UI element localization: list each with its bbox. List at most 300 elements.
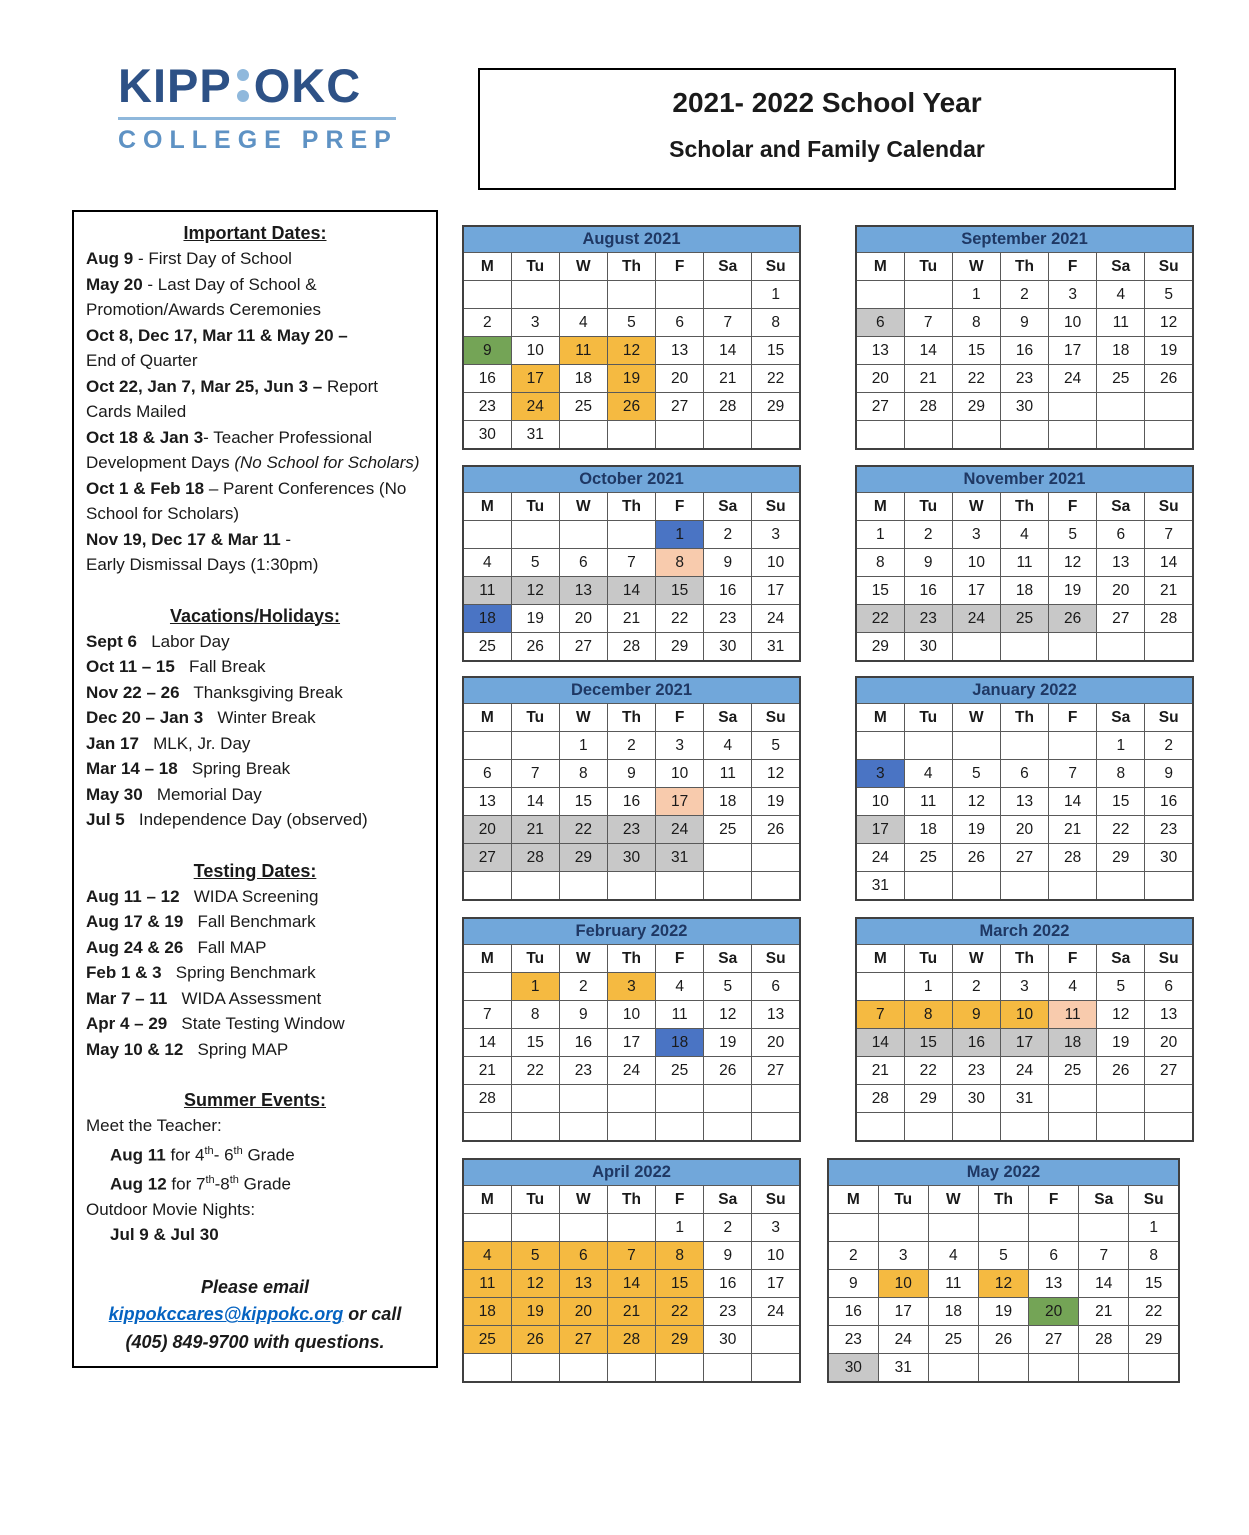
day-cell: 24: [656, 816, 704, 844]
day-cell: 17: [952, 577, 1000, 605]
empty-cell: [1000, 732, 1048, 760]
weekday-header: W: [559, 253, 607, 281]
day-cell: 22: [559, 816, 607, 844]
day-cell: 21: [607, 605, 655, 633]
day-cell: 23: [704, 1298, 752, 1326]
empty-cell: [928, 1354, 978, 1383]
calendar-december-2021: [462, 676, 801, 901]
day-cell: 3: [656, 732, 704, 760]
sidebar-line: [86, 782, 424, 808]
day-cell: 15: [656, 1270, 704, 1298]
day-cell: 30: [704, 1326, 752, 1354]
day-cell: 17: [1049, 337, 1097, 365]
weekday-header: Th: [1000, 253, 1048, 281]
text-segment: Mar 14 – 18: [86, 759, 178, 778]
day-cell: 4: [928, 1242, 978, 1270]
day-cell: 25: [463, 633, 511, 662]
empty-cell: [511, 732, 559, 760]
empty-cell: [828, 1214, 878, 1242]
day-cell: 6: [656, 309, 704, 337]
empty-cell: [952, 421, 1000, 450]
text-segment: Nov 19, Dec 17 & Mar 11: [86, 529, 281, 549]
empty-cell: [511, 521, 559, 549]
day-cell: 16: [904, 577, 952, 605]
day-cell: 19: [607, 365, 655, 393]
weekday-header: Tu: [511, 704, 559, 732]
logo-wordmark: [118, 59, 396, 112]
day-cell: 5: [1049, 521, 1097, 549]
empty-cell: [878, 1214, 928, 1242]
empty-cell: [752, 844, 800, 872]
sidebar-line: [86, 527, 424, 578]
day-cell: 2: [463, 309, 511, 337]
empty-cell: [952, 872, 1000, 901]
day-cell: 28: [607, 633, 655, 662]
text-segment: Early Dismissal Days (1:30pm): [86, 555, 319, 574]
day-cell: 15: [656, 577, 704, 605]
text-segment: th: [204, 1144, 214, 1157]
day-cell: 20: [1145, 1029, 1193, 1057]
day-cell: 5: [1097, 973, 1145, 1001]
empty-cell: [1097, 1085, 1145, 1113]
month-title: December 2021: [463, 677, 800, 704]
day-cell: 30: [704, 633, 752, 662]
day-cell: 1: [511, 973, 559, 1001]
weekday-header: Sa: [1097, 493, 1145, 521]
day-cell: 15: [559, 788, 607, 816]
day-cell: 19: [1145, 337, 1193, 365]
day-cell: 11: [1097, 309, 1145, 337]
weekday-header: Su: [1129, 1186, 1179, 1214]
day-cell: 4: [704, 732, 752, 760]
day-cell: 19: [978, 1298, 1028, 1326]
sidebar-line: [86, 272, 424, 323]
sidebar-line: [86, 935, 424, 961]
weekday-header: W: [952, 253, 1000, 281]
sidebar-line: [86, 425, 424, 476]
day-cell: 15: [1129, 1270, 1179, 1298]
empty-cell: [1097, 872, 1145, 901]
day-cell: 12: [511, 577, 559, 605]
day-cell: 23: [607, 816, 655, 844]
day-cell: 14: [607, 1270, 655, 1298]
text-segment: Apr 4 – 29: [86, 1014, 168, 1033]
day-cell: 26: [1097, 1057, 1145, 1085]
day-cell: 6: [856, 309, 904, 337]
day-cell: 21: [607, 1298, 655, 1326]
weekday-header: F: [656, 704, 704, 732]
day-cell: 3: [878, 1242, 928, 1270]
day-cell: 3: [511, 309, 559, 337]
day-cell: 13: [856, 337, 904, 365]
month-table-september-2021: [855, 225, 1194, 450]
text-segment: for 7: [166, 1174, 206, 1194]
day-cell: 23: [828, 1326, 878, 1354]
day-cell: 7: [1079, 1242, 1129, 1270]
day-cell: 10: [878, 1270, 928, 1298]
text-segment: Oct 1 & Feb 18: [86, 478, 205, 498]
contact-line: [86, 1329, 424, 1357]
empty-cell: [856, 732, 904, 760]
day-cell: 1: [752, 281, 800, 309]
day-cell: 11: [928, 1270, 978, 1298]
text-segment: Aug 11 – 12: [86, 886, 180, 906]
day-cell: 11: [1049, 1001, 1097, 1029]
day-cell: 8: [656, 1242, 704, 1270]
day-cell: 23: [559, 1057, 607, 1085]
month-table-december-2021: [462, 676, 801, 901]
section-header: Important Dates:: [183, 223, 327, 243]
day-cell: 5: [511, 1242, 559, 1270]
contact-line: [86, 1274, 424, 1302]
day-cell: 7: [463, 1001, 511, 1029]
text-segment: Fall Break: [174, 657, 266, 676]
empty-cell: [1049, 1085, 1097, 1113]
weekday-header: F: [656, 945, 704, 973]
day-cell: 6: [1145, 973, 1193, 1001]
sidebar-line: [86, 1197, 424, 1223]
text-segment: May 20: [86, 274, 143, 294]
weekday-header: W: [952, 704, 1000, 732]
day-cell: 31: [752, 633, 800, 662]
text-segment: Oct 22, Jan 7, Mar 25, Jun 3 –: [86, 376, 323, 396]
empty-cell: [1145, 1085, 1193, 1113]
logo-divider-line: [118, 117, 396, 120]
section-header: Testing Dates:: [193, 860, 317, 881]
day-cell: 14: [1079, 1270, 1129, 1298]
day-cell: 22: [856, 605, 904, 633]
empty-cell: [607, 281, 655, 309]
weekday-header: F: [656, 1186, 704, 1214]
day-cell: 17: [856, 816, 904, 844]
empty-cell: [704, 872, 752, 901]
day-cell: 29: [952, 393, 1000, 421]
empty-cell: [856, 421, 904, 450]
empty-cell: [511, 1113, 559, 1142]
weekday-header: W: [559, 493, 607, 521]
weekday-header: Su: [752, 253, 800, 281]
empty-cell: [752, 1326, 800, 1354]
weekday-header: Su: [1145, 704, 1193, 732]
day-cell: 2: [904, 521, 952, 549]
contact-block: [86, 1274, 424, 1357]
sidebar-line: [86, 1113, 424, 1139]
day-cell: 14: [904, 337, 952, 365]
day-cell: 27: [559, 1326, 607, 1354]
day-cell: 9: [704, 549, 752, 577]
day-cell: 22: [952, 365, 1000, 393]
day-cell: 29: [656, 1326, 704, 1354]
day-cell: 26: [978, 1326, 1028, 1354]
weekday-header: M: [463, 1186, 511, 1214]
month-title: August 2021: [463, 226, 800, 253]
day-cell: 29: [856, 633, 904, 662]
day-cell: 30: [828, 1354, 878, 1383]
weekday-header: Tu: [878, 1186, 928, 1214]
weekday-header: M: [463, 704, 511, 732]
weekday-header: F: [656, 493, 704, 521]
day-cell: 30: [463, 421, 511, 450]
weekday-header: W: [952, 493, 1000, 521]
day-cell: 13: [1029, 1270, 1079, 1298]
text-segment: WIDA Screening: [179, 886, 319, 906]
empty-cell: [559, 1354, 607, 1383]
empty-cell: [978, 1354, 1028, 1383]
day-cell: 25: [656, 1057, 704, 1085]
text-segment: - Last Day of School & Promotion/Awards Ceremonies: [86, 274, 322, 319]
day-cell: 25: [1049, 1057, 1097, 1085]
day-cell: 23: [463, 393, 511, 421]
day-cell: 27: [752, 1057, 800, 1085]
day-cell: 12: [1097, 1001, 1145, 1029]
text-segment: Memorial Day: [142, 784, 262, 804]
text-segment: End of Quarter: [86, 351, 198, 370]
weekday-header: W: [928, 1186, 978, 1214]
day-cell: 7: [1049, 760, 1097, 788]
empty-cell: [656, 1085, 704, 1113]
day-cell: 3: [1000, 973, 1048, 1001]
day-cell: 8: [511, 1001, 559, 1029]
weekday-header: F: [1029, 1186, 1079, 1214]
empty-cell: [1000, 872, 1048, 901]
text-segment: th: [233, 1144, 243, 1157]
day-cell: 2: [704, 1214, 752, 1242]
day-cell: 20: [656, 365, 704, 393]
weekday-header: Su: [752, 1186, 800, 1214]
empty-cell: [928, 1214, 978, 1242]
day-cell: 31: [856, 872, 904, 901]
month-title: May 2022: [828, 1159, 1179, 1186]
empty-cell: [904, 732, 952, 760]
empty-cell: [1049, 393, 1097, 421]
month-title: April 2022: [463, 1159, 800, 1186]
text-segment: – Parent Conferences (No School for Scholars): [86, 478, 412, 523]
day-cell: 7: [704, 309, 752, 337]
day-cell: 10: [1000, 1001, 1048, 1029]
empty-cell: [656, 421, 704, 450]
sidebar-line: [86, 731, 424, 757]
day-cell: 20: [1029, 1298, 1079, 1326]
sidebar-line: [86, 323, 424, 374]
empty-cell: [704, 1085, 752, 1113]
day-cell: 17: [752, 1270, 800, 1298]
day-cell: 13: [1000, 788, 1048, 816]
text-segment: Fall Benchmark: [183, 912, 316, 931]
day-cell: 3: [607, 973, 655, 1001]
empty-cell: [559, 872, 607, 901]
day-cell: 1: [1097, 732, 1145, 760]
empty-cell: [1145, 421, 1193, 450]
day-cell: 18: [463, 605, 511, 633]
day-cell: 1: [656, 1214, 704, 1242]
empty-cell: [656, 1354, 704, 1383]
weekday-header: Th: [978, 1186, 1028, 1214]
weekday-header: Su: [752, 704, 800, 732]
day-cell: 27: [1145, 1057, 1193, 1085]
text-segment: Oct 8, Dec 17, Mar 11 & May 20 –: [86, 325, 348, 345]
weekday-header: Sa: [704, 945, 752, 973]
day-cell: 11: [463, 1270, 511, 1298]
day-cell: 16: [1145, 788, 1193, 816]
text-segment: Aug 17 & 19: [86, 912, 184, 931]
day-cell: 28: [904, 393, 952, 421]
text-segment: Feb 1 & 3: [86, 963, 162, 982]
calendar-september-2021: [855, 225, 1194, 450]
sidebar-line: [86, 1011, 424, 1037]
day-cell: 18: [1097, 337, 1145, 365]
day-cell: 23: [1145, 816, 1193, 844]
day-cell: 24: [856, 844, 904, 872]
weekday-header: W: [952, 945, 1000, 973]
day-cell: 13: [656, 337, 704, 365]
day-cell: 9: [1000, 309, 1048, 337]
empty-cell: [656, 872, 704, 901]
empty-cell: [559, 1214, 607, 1242]
day-cell: 16: [952, 1029, 1000, 1057]
day-cell: 19: [1097, 1029, 1145, 1057]
text-segment: - Teacher Professional Development Days: [86, 427, 377, 472]
day-cell: 5: [952, 760, 1000, 788]
day-cell: 12: [1145, 309, 1193, 337]
day-cell: 10: [1049, 309, 1097, 337]
text-segment: Thanksgiving Break: [179, 682, 343, 702]
empty-cell: [463, 281, 511, 309]
day-cell: 20: [752, 1029, 800, 1057]
text-segment: - 6: [213, 1145, 234, 1165]
day-cell: 12: [511, 1270, 559, 1298]
day-cell: 15: [952, 337, 1000, 365]
day-cell: 5: [511, 549, 559, 577]
empty-cell: [1097, 633, 1145, 662]
day-cell: 11: [463, 577, 511, 605]
day-cell: 9: [463, 337, 511, 365]
day-cell: 1: [1129, 1214, 1179, 1242]
weekday-header: Sa: [1097, 253, 1145, 281]
day-cell: 7: [607, 549, 655, 577]
text-segment: Jan 17: [86, 733, 139, 753]
day-cell: 28: [856, 1085, 904, 1113]
day-cell: 21: [704, 365, 752, 393]
weekday-header: Tu: [511, 945, 559, 973]
text-segment: Mar 7 – 11: [86, 988, 168, 1008]
text-segment: Outdoor Movie Nights:: [86, 1199, 256, 1219]
empty-cell: [463, 1354, 511, 1383]
day-cell: 14: [607, 577, 655, 605]
day-cell: 21: [511, 816, 559, 844]
day-cell: 20: [559, 605, 607, 633]
day-cell: 16: [828, 1298, 878, 1326]
day-cell: 7: [904, 309, 952, 337]
calendar-march-2022: [855, 917, 1194, 1142]
sidebar-line: [86, 756, 424, 782]
weekday-header: F: [1049, 493, 1097, 521]
day-cell: 6: [752, 973, 800, 1001]
day-cell: 5: [607, 309, 655, 337]
day-cell: 8: [656, 549, 704, 577]
empty-cell: [1049, 421, 1097, 450]
day-cell: 18: [1000, 577, 1048, 605]
day-cell: 23: [904, 605, 952, 633]
weekday-header: Tu: [904, 704, 952, 732]
day-cell: 24: [511, 393, 559, 421]
email-link[interactable]: kippokccares@kippokc.org: [108, 1304, 344, 1325]
text-segment: -8: [214, 1174, 230, 1194]
text-segment: Aug 9: [86, 249, 134, 268]
day-cell: 17: [878, 1298, 928, 1326]
day-cell: 2: [704, 521, 752, 549]
day-cell: 22: [656, 1298, 704, 1326]
empty-cell: [1049, 633, 1097, 662]
weekday-header: Sa: [704, 253, 752, 281]
text-segment: (405) 849-9700 with questions.: [125, 1331, 385, 1352]
day-cell: 16: [1000, 337, 1048, 365]
day-cell: 5: [978, 1242, 1028, 1270]
day-cell: 23: [1000, 365, 1048, 393]
weekday-header: F: [1049, 945, 1097, 973]
text-segment: Spring Break: [177, 759, 291, 778]
day-cell: 10: [952, 549, 1000, 577]
day-cell: 14: [511, 788, 559, 816]
empty-cell: [607, 872, 655, 901]
sidebar-line: [86, 705, 424, 731]
day-cell: 11: [704, 760, 752, 788]
day-cell: 1: [952, 281, 1000, 309]
sidebar-line: [86, 1139, 424, 1168]
sidebar-line: [86, 476, 424, 527]
weekday-header: Tu: [904, 493, 952, 521]
day-cell: 8: [952, 309, 1000, 337]
weekday-header: M: [463, 493, 511, 521]
kipp-okc-logo: [118, 59, 398, 155]
weekday-header: Sa: [704, 1186, 752, 1214]
empty-cell: [463, 872, 511, 901]
empty-cell: [463, 732, 511, 760]
day-cell: 23: [952, 1057, 1000, 1085]
empty-cell: [607, 521, 655, 549]
weekday-header: Su: [752, 945, 800, 973]
day-cell: 18: [1049, 1029, 1097, 1057]
empty-cell: [904, 872, 952, 901]
day-cell: 17: [511, 365, 559, 393]
day-cell: 6: [559, 1242, 607, 1270]
day-cell: 20: [1097, 577, 1145, 605]
day-cell: 12: [952, 788, 1000, 816]
day-cell: 19: [1049, 577, 1097, 605]
weekday-header: M: [856, 704, 904, 732]
weekday-header: Tu: [904, 253, 952, 281]
page-title: 2021- 2022 School Year: [672, 87, 982, 118]
day-cell: 3: [952, 521, 1000, 549]
day-cell: 27: [856, 393, 904, 421]
empty-cell: [1129, 1354, 1179, 1383]
day-cell: 3: [856, 760, 904, 788]
empty-cell: [607, 1354, 655, 1383]
day-cell: 1: [856, 521, 904, 549]
day-cell: 20: [856, 365, 904, 393]
day-cell: 5: [752, 732, 800, 760]
sidebar-info-panel: [72, 210, 438, 1368]
day-cell: 30: [1145, 844, 1193, 872]
day-cell: 4: [656, 973, 704, 1001]
day-cell: 7: [856, 1001, 904, 1029]
empty-cell: [463, 1214, 511, 1242]
day-cell: 26: [1145, 365, 1193, 393]
day-cell: 9: [904, 549, 952, 577]
day-cell: 7: [1145, 521, 1193, 549]
empty-cell: [1049, 732, 1097, 760]
day-cell: 8: [904, 1001, 952, 1029]
day-cell: 27: [463, 844, 511, 872]
